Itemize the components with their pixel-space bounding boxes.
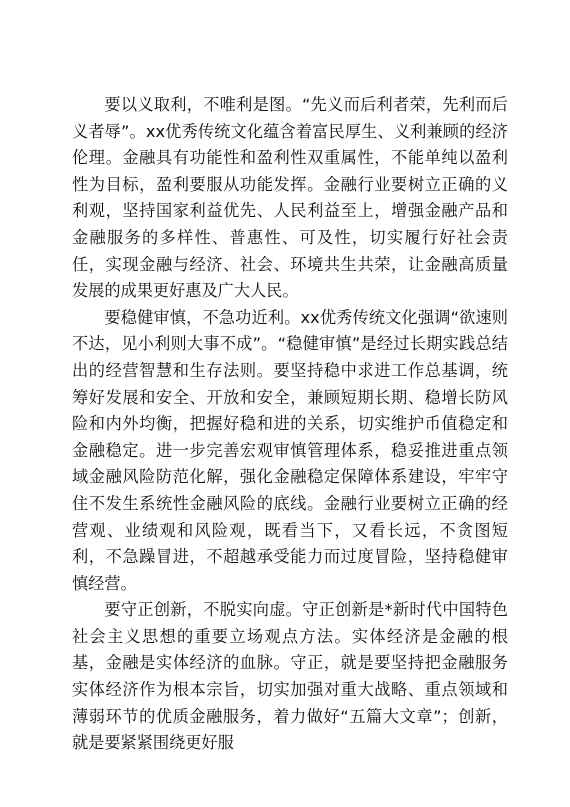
document-body <box>72 92 508 757</box>
paragraph-innovation: 要守正创新，不脱实向虚。守正创新是*新时代中国特色社会主义思想的重要立场观点方法。实体经济是金融的根基，金融是实体经济的血脉。守正，就是要坚持把金融服务实体经济作为根本宗旨，切实加强对重大战略、重点领域和薄弱环节的优质金融服务，着力做好“五篇大文章”；创新，就是要紧紧围绕更好服 <box>72 600 508 753</box>
paragraph-righteousness-and-profit: 要以义取利，不唯利是图。“先义而后利者荣，先利而后义者辱”。xx优秀传统文化蕴含着富民厚生、义利兼顾的经济伦理。金融具有功能性和盈利性双重属性，不能单纯以盈利性为目标，盈利要服从功能发挥。金融行业要树立正确的义利观，坚持国家利益优先、人民利益至上，增强金融产品和金融服务的多样性、普惠性、可及性，切实履行好社会责任，实现金融与经济、社会、环境共生共荣，让金融高质量发展的成果更好惠及广大人民。 <box>72 95 508 301</box>
paragraph-prudence: 要稳健审慎，不急功近利。xx优秀传统文化强调“欲速则不达，见小利则大事不成”。“稳健审慎”是经过长期实践总结出的经营智慧和生存法则。要坚持稳中求进工作总基调，统筹好发展和安全、开放和安全，兼顾短期长期、稳增长防风险和内外均衡，把握好稳和进的关系，切实维护币值稳定和金融稳定。进一步完善宏观审慎管理体系，稳妥推进重点领域金融风险防范化解，强化金融稳定保障体系建设，牢牢守住不发生系统性金融风险的底线。金融行业要树立正确的经营观、业绩观和风险观，既看当下，又看长远，不贪图短利，不急躁冒进，不超越承受能力而过度冒险，坚持稳健审慎经营。 <box>72 307 508 593</box>
